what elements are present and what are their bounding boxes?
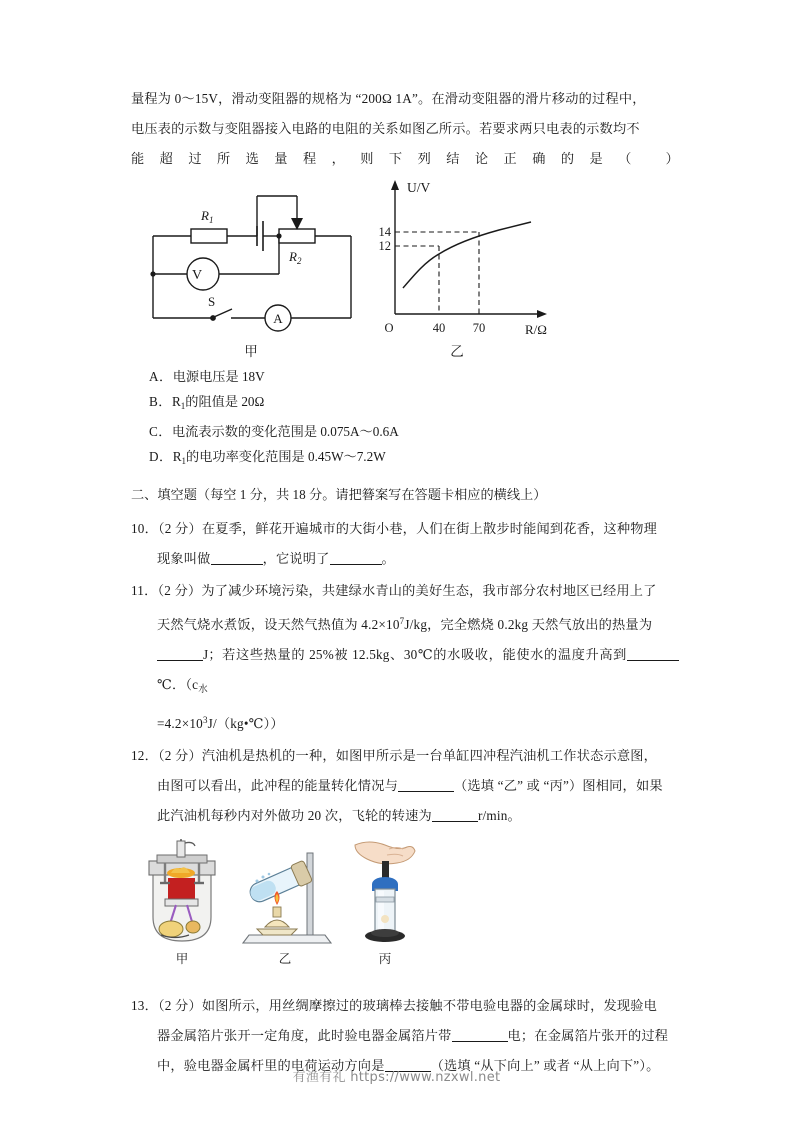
graph-ytick-14: 14 <box>378 225 391 239</box>
option-c-label: C． <box>149 424 172 439</box>
q12-blank-1[interactable] <box>398 777 454 792</box>
question12 <box>131 741 679 831</box>
q11-line3b: ℃．（c <box>157 677 199 692</box>
q13-blank-1[interactable] <box>452 1027 508 1042</box>
option-a-text: 电源电压是 18V <box>172 369 265 384</box>
option-b-sub: 1 <box>180 401 186 411</box>
q10-number: 10． <box>131 521 158 536</box>
section2-heading: 二、填空题（每空 1 分，共 18 分。请把簮案写在答题卡相应的横线上） <box>131 487 547 502</box>
q11-line3a: J；若这些热量的 25%被 12.5kg、30℃的水吸收，能使水的温度升高到 <box>203 647 627 662</box>
q13-line3a: 中，验电器金属杆里的电荷运动方向是 <box>157 1058 385 1073</box>
q11-line1: 为了减少环境污染，共建绿水青山的美好生态，我市部分农村地区已经用上了 <box>201 583 657 598</box>
q13-line2a: 器金属箔片张开一定角度，此时验电器金属箔片带 <box>157 1028 452 1043</box>
circuit-diagram-jia <box>139 178 371 364</box>
q10-line2b: ，它说明了 <box>262 551 330 566</box>
option-d-sub: 1 <box>181 456 187 466</box>
graph-origin: O <box>384 321 394 335</box>
q12-line2b: （选填 “乙” 或 “丙”）图相同，如果 <box>453 778 663 793</box>
option-c-text: 电流表示数的变化范围是 0.075A～0.6A <box>171 424 399 439</box>
option-b-label: B． <box>149 394 172 409</box>
option-d-text-pre: R <box>172 449 182 464</box>
q11-c-subscript: 水 <box>198 685 208 695</box>
option-b <box>131 389 679 419</box>
q11-line2a: 天然气烧水煮饭，设天然气热值为 4.2×10 <box>157 617 400 632</box>
engine-cylinder-svg <box>143 839 221 951</box>
q11-score: （2 分） <box>157 583 202 598</box>
voltmeter-label: V <box>191 268 203 283</box>
q11-exponent-1: 7 <box>399 616 405 626</box>
q11-line4a: =4.2×10 <box>157 716 203 731</box>
figure-test-tube-heating <box>235 839 339 966</box>
figure-caption-jia: 甲 <box>175 952 189 966</box>
r2-label: $R_2$ <box>289 249 302 266</box>
option-d-label: D． <box>149 449 173 464</box>
question10 <box>131 514 679 574</box>
q11-exponent-2: 3 <box>202 715 208 725</box>
q10-line2c: 。 <box>381 551 395 566</box>
q10-blank-1[interactable] <box>211 550 263 565</box>
q12-line3a: 此汽油机每秒内对外做功 20 次，飞轮的转速为 <box>157 808 432 823</box>
q12-number: 12． <box>131 748 158 763</box>
question9-stem <box>131 84 679 174</box>
circuit-caption: 甲 <box>244 344 258 359</box>
q11-number: 11． <box>131 583 158 598</box>
q11-line4b: J/（kg•℃）） <box>207 716 284 731</box>
option-d <box>131 444 679 474</box>
q12-line1: 汽油机是热机的一种，如图甲所示是一台单缸四冲程汽油机工作状态示意图， <box>201 748 658 763</box>
option-a-label: A． <box>149 369 173 384</box>
figure-caption-bing: 丙 <box>378 952 392 966</box>
question11 <box>131 576 679 739</box>
test-tube-svg <box>235 839 339 951</box>
ur-graph-yi <box>359 170 569 362</box>
graph-xtick-70: 70 <box>472 321 486 335</box>
graph-svg <box>359 170 569 362</box>
r1-label: $R_1$ <box>201 208 214 225</box>
q10-blank-2[interactable] <box>330 550 382 565</box>
figure-caption-yi: 乙 <box>278 952 292 966</box>
q12-score: （2 分） <box>157 748 202 763</box>
q10-line2a: 现象叫做 <box>157 551 211 566</box>
graph-caption: 乙 <box>450 344 464 359</box>
q11-blank-2[interactable] <box>627 646 679 661</box>
graph-xlabel: R/Ω <box>525 322 547 337</box>
figure-compression-ignition <box>349 839 421 966</box>
q13-line1: 如图所示，用丝绸摩擦过的玻璃棒去接触不带电验电器的金属球时，发现验电 <box>201 998 658 1013</box>
footer-watermark: 有渔有礼 https://www.nzxwl.net <box>292 1070 501 1085</box>
q9-stem-line1: 量程为 0～15V，滑动变阻器的规格为 “200Ω 1A”。在滑动变阻器的滑片移动的过程中， <box>131 91 646 106</box>
circuit-svg <box>139 178 371 364</box>
question12-figures <box>143 839 423 979</box>
q10-line1: 在夏季，鲜花开遍城市的大街小巷，人们在街上散步时能闻到花香，这种物理 <box>201 521 658 536</box>
q13-line2b: 电；在金属箔片张开的过程 <box>507 1028 669 1043</box>
graph-ylabel: U/V <box>407 180 431 195</box>
q12-line3b: r/min。 <box>477 808 521 823</box>
q11-line2b: J/kg，完全燃烧 0.2kg 天然气放出的热量为 <box>404 617 653 632</box>
q10-score: （2 分） <box>157 521 202 536</box>
q11-blank-1[interactable] <box>157 646 203 661</box>
option-b-text-post: 的阻值是 20Ω <box>185 394 265 409</box>
graph-xtick-40: 40 <box>432 321 446 335</box>
option-c <box>131 419 679 444</box>
option-b-text-pre: R <box>171 394 181 409</box>
figure-engine-cylinder <box>143 839 221 966</box>
question9-figures <box>131 178 679 364</box>
q13-line3b: （选填 “从下向上” 或者 “从上向下”）。 <box>430 1058 660 1073</box>
graph-ytick-12: 12 <box>378 239 391 253</box>
q13-score: （2 分） <box>157 998 202 1013</box>
ammeter-label: A <box>273 311 283 326</box>
q9-stem-line2: 电压表的示数与变阻器接入电路的电阻的关系如图乙所示。若要求两只电表的示数均不 <box>131 121 640 136</box>
switch-label: S <box>208 294 216 309</box>
q9-stem-line3: 能超过所选量程，则下列结论正确的是（ ） <box>131 151 679 166</box>
q12-blank-2[interactable] <box>432 807 478 822</box>
option-a <box>131 364 679 389</box>
q12-line2a: 由图可以看出，此冲程的能量转化情况与 <box>157 778 398 793</box>
compression-tube-svg <box>349 839 421 951</box>
page-content <box>131 84 679 1081</box>
question9-options <box>131 364 679 474</box>
q13-number: 13． <box>131 998 158 1013</box>
option-d-text-post: 的电功率变化范围是 0.45W～7.2W <box>186 449 386 464</box>
